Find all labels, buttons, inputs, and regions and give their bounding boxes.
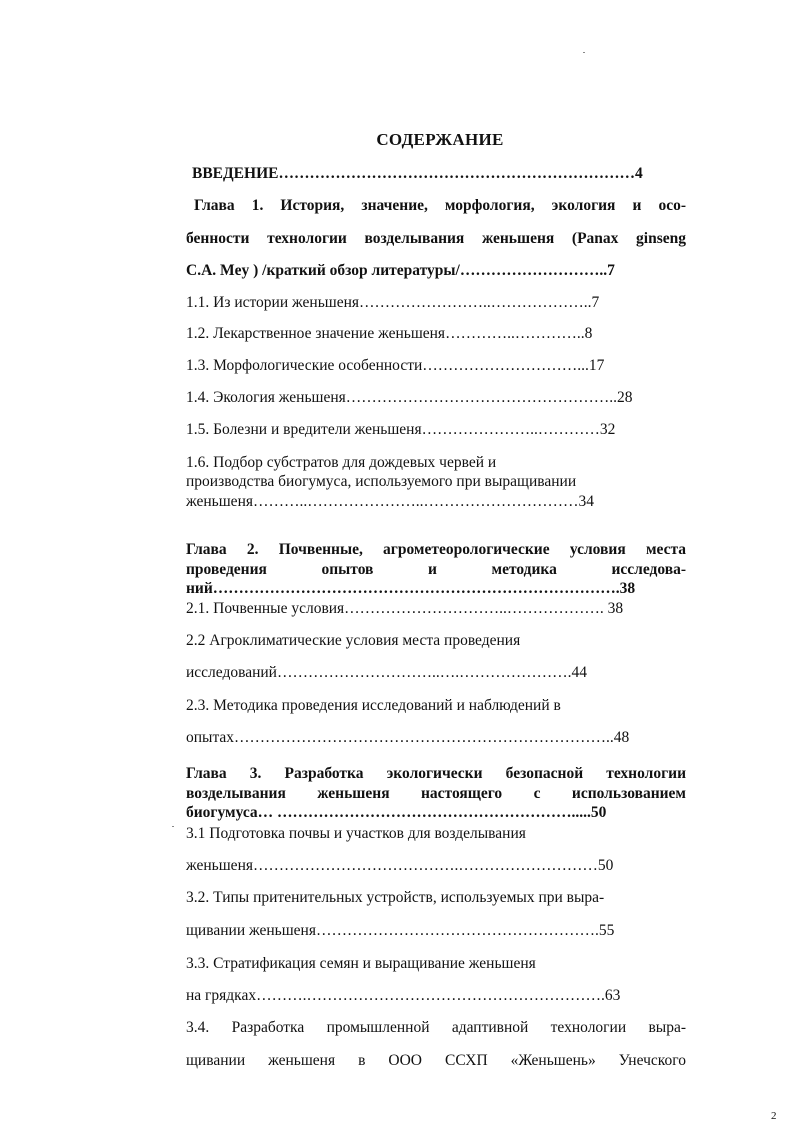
toc-entry-2-2-line2: исследований…………………………..….………………….44 xyxy=(186,664,587,681)
toc-entry-1-6-line2: производства биогумуса, используемого при выращивании xyxy=(186,473,577,490)
scan-speck xyxy=(172,826,174,827)
page-number: 2 xyxy=(771,1110,777,1122)
toc-entry-2-3-line2: опытах………………………………………………………………..48 xyxy=(186,729,630,746)
toc-intro: ВВЕДЕНИЕ……………………………………………………………4 xyxy=(192,165,643,182)
toc-entry-3-3-line1: 3.3. Стратификация семян и выращивание женьшеня xyxy=(186,955,536,972)
toc-entry-1-1: 1.1. Из истории женьшеня……………………..………………..7 xyxy=(186,294,600,311)
toc-ch3-heading-line3: биогумуса… ………………………………………………….....50 xyxy=(186,804,607,821)
toc-entry-2-2-line1: 2.2 Агроклиматические условия места проведения xyxy=(186,632,521,649)
toc-entry-1-2: 1.2. Лекарственное значение женьшеня…………..…………..8 xyxy=(186,325,593,342)
toc-ch1-heading-line3: С.А. Mey ) /краткий обзор литературы/………………………..7 xyxy=(186,262,615,279)
toc-entry-3-4-line1: 3.4. Разработка промышленной адаптивной технологии выра- xyxy=(186,1019,686,1036)
toc-entry-2-3-line1: 2.3. Методика проведения исследований и наблюдений в xyxy=(186,697,561,714)
toc-ch3-heading-line1: Глава 3. Разработка экологически безопасной технологии xyxy=(186,765,686,782)
toc-entry-3-2-line1: 3.2. Типы притенительных устройств, используемых при выра- xyxy=(186,889,605,906)
toc-entry-1-6-line1: 1.6. Подбор субстратов для дождевых червей и xyxy=(186,454,497,471)
toc-entry-1-5: 1.5. Болезни и вредители женьшеня…………………..…………32 xyxy=(186,421,616,438)
toc-entry-3-2-line2: щивании женьшеня……………………………………………….55 xyxy=(186,922,615,939)
toc-ch2-heading-line2: проведения опытов и методика исследова- xyxy=(186,561,686,578)
toc-entry-3-4-line2: щивании женьшеня в ООО ССХП «Женьшень» Унечского xyxy=(186,1052,686,1069)
toc-ch2-heading-line3: ний…………………………………………………………………….38 xyxy=(186,580,636,597)
toc-ch1-heading-line2: бенности технологии возделывания женьшеня (Panax ginseng xyxy=(186,230,686,247)
toc-entry-1-3: 1.3. Морфологические особенности…………………………...17 xyxy=(186,357,605,374)
page-title: СОДЕРЖАНИЕ xyxy=(376,130,504,149)
toc-entry-3-1-line1: 3.1 Подготовка почвы и участков для возделывания xyxy=(186,825,526,842)
toc-entry-1-4: 1.4. Экология женьшеня……………………………………………..28 xyxy=(186,389,633,406)
toc-entry-1-6-line3: женьшеня………..…………………..…………………………34 xyxy=(186,493,594,510)
toc-entry-3-1-line2: женьшеня………………………………….………………………50 xyxy=(186,857,614,874)
toc-entry-3-3-line2: на грядках……….………………………………………………….63 xyxy=(186,987,621,1004)
toc-ch2-heading-line1: Глава 2. Почвенные, агрометеорологические условия места xyxy=(186,541,686,558)
scan-speck xyxy=(583,52,585,53)
toc-ch1-heading-line1: Глава 1. История, значение, морфология, экология и осо- xyxy=(194,197,686,214)
toc-entry-2-1: 2.1. Почвенные условия…………………………..………………. 38 xyxy=(186,600,624,617)
toc-ch3-heading-line2: возделывания женьшеня настоящего с использованием xyxy=(186,785,686,802)
